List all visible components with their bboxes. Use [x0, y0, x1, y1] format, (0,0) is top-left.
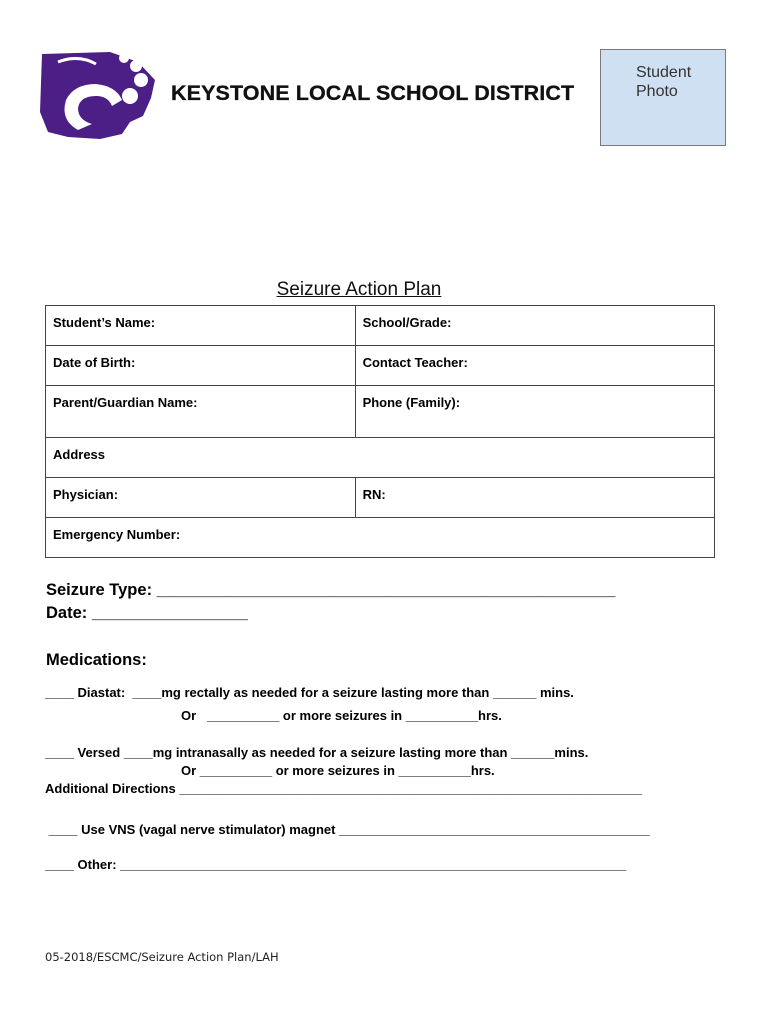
- medications-heading: Medications:: [46, 651, 147, 669]
- other-line[interactable]: ____ Other: ______________________________________________________________________: [45, 857, 627, 872]
- phone-family-label: Phone (Family):: [362, 395, 461, 410]
- diastat-alternative-line[interactable]: Or __________ or more seizures in __________hrs.: [181, 708, 502, 723]
- date-of-birth-label: Date of Birth:: [53, 355, 136, 370]
- physician-label: Physician:: [53, 487, 119, 502]
- seizure-type-line[interactable]: Seizure Type: __________________________________________________: [46, 581, 616, 599]
- date-of-birth-field[interactable]: [46, 346, 356, 386]
- contact-teacher-field[interactable]: [355, 346, 714, 386]
- school-grade-field[interactable]: [355, 306, 714, 346]
- versed-dose-line[interactable]: ____ Versed ____mg intranasally as needed for a seizure lasting more than ______mins.: [45, 745, 589, 760]
- wildcat-logo-icon: [38, 50, 156, 140]
- address-label: Address: [53, 447, 106, 462]
- vns-magnet-line[interactable]: ____ Use VNS (vagal nerve stimulator) magnet ___________________________________________: [45, 822, 650, 837]
- emergency-number-label: Emergency Number:: [53, 527, 181, 542]
- contact-teacher-label: Contact Teacher:: [362, 355, 468, 370]
- parent-guardian-label: Parent/Guardian Name:: [53, 395, 198, 410]
- document-footer: 05-2018/ESCMC/Seizure Action Plan/LAH: [45, 950, 279, 964]
- student-info-table: [45, 305, 715, 558]
- diastat-dose-line[interactable]: ____ Diastat: ____mg rectally as needed for a seizure lasting more than ______ mins.: [45, 685, 574, 700]
- parent-guardian-field[interactable]: [46, 386, 356, 438]
- school-grade-label: School/Grade:: [362, 315, 452, 330]
- student-name-label: Student’s Name:: [53, 315, 156, 330]
- rn-field[interactable]: [355, 478, 714, 518]
- photo-label: Student Photo: [636, 64, 692, 100]
- student-photo-placeholder[interactable]: [600, 49, 726, 146]
- phone-family-field[interactable]: [355, 386, 714, 438]
- versed-alternative-line[interactable]: Or __________ or more seizures in __________hrs.: [181, 763, 495, 778]
- additional-directions-line[interactable]: Additional Directions ________________________________________________________________: [45, 781, 643, 796]
- address-field[interactable]: [46, 438, 715, 478]
- physician-field[interactable]: [46, 478, 356, 518]
- rn-label: RN:: [362, 487, 386, 502]
- seizure-date-line[interactable]: Date: _________________: [46, 604, 248, 622]
- student-name-field[interactable]: [46, 306, 356, 346]
- form-title: Seizure Action Plan: [276, 279, 442, 300]
- district-name: KEYSTONE LOCAL SCHOOL DISTRICT: [171, 81, 575, 105]
- emergency-number-field[interactable]: [46, 518, 715, 558]
